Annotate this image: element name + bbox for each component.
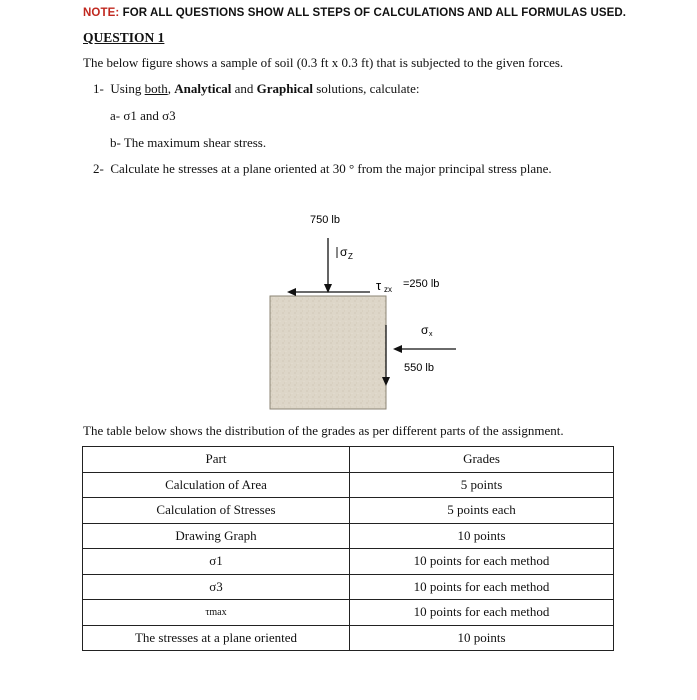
row-grade: 10 points	[350, 625, 614, 651]
tau-value: =250 lb	[403, 278, 440, 290]
question-title: QUESTION 1	[83, 30, 165, 45]
tau-subscript: zx	[384, 285, 392, 294]
note-text: FOR ALL QUESTIONS SHOW ALL STEPS OF CALCULATIONS AND ALL FORMULAS USED.	[122, 7, 627, 19]
table-intro: The table below shows the distribution of the grades as per different parts of the assignment.	[83, 423, 564, 438]
row-part: Calculation of Area	[83, 472, 350, 498]
sigma-z-subscript: Z	[348, 252, 353, 261]
table-row	[83, 523, 614, 549]
note-label: NOTE:	[83, 7, 120, 19]
row-grade: 5 points each	[350, 498, 614, 524]
item-1-number: 1-	[93, 81, 104, 96]
table-row	[83, 600, 614, 626]
item-1b: b- The maximum shear stress.	[110, 135, 267, 150]
row-grade: 10 points for each method	[350, 549, 614, 575]
item-2-number: 2-	[93, 161, 104, 176]
item-1-graphical: Graphical	[256, 81, 313, 96]
grades-table	[82, 446, 614, 651]
item-1-pre: Using	[110, 81, 145, 96]
sigma-x-arrow-head	[393, 345, 402, 353]
row-grade: 10 points	[350, 523, 614, 549]
sigma-x-subscript: x	[429, 331, 433, 338]
tau-top-arrow-head	[287, 288, 296, 296]
header-grades: Grades	[350, 447, 614, 473]
item-1-analytical: Analytical	[174, 81, 232, 96]
table-header-row	[83, 447, 614, 473]
item-2-text: Calculate he stresses at a plane oriented at 30 ° from the major principal stress plane.	[110, 161, 552, 176]
item-1-both: both	[144, 81, 168, 96]
sigma-x-symbol: σ	[421, 323, 429, 337]
question-intro: The below figure shows a sample of soil (0.3 ft x 0.3 ft) that is subjected to the given forces.	[83, 55, 564, 70]
row-part: σ3	[83, 574, 350, 600]
tau-symbol: τ	[376, 278, 382, 293]
soil-block	[270, 296, 386, 409]
row-grade: 5 points	[350, 472, 614, 498]
item-1-post: solutions, calculate:	[312, 81, 420, 96]
row-part: Calculation of Stresses	[83, 498, 350, 524]
item-1-and: and	[231, 81, 257, 96]
row-part: The stresses at a plane oriented	[83, 625, 350, 651]
row-part: σ1	[83, 549, 350, 575]
table-row	[83, 625, 614, 651]
table-row	[83, 472, 614, 498]
table-row	[83, 549, 614, 575]
sigma-z-symbol: σ	[340, 245, 348, 259]
table-row	[83, 498, 614, 524]
header-part: Part	[83, 447, 350, 473]
row-grade: 10 points for each method	[350, 600, 614, 626]
row-part: τmax	[83, 600, 350, 626]
table-row	[83, 574, 614, 600]
force-x-label: 550 lb	[404, 362, 434, 374]
row-part: Drawing Graph	[83, 523, 350, 549]
item-1a: a- σ1 and σ3	[110, 108, 176, 123]
force-z-label: 750 lb	[310, 214, 340, 226]
item-1-comma: ,	[167, 81, 175, 96]
row-grade: 10 points for each method	[350, 574, 614, 600]
